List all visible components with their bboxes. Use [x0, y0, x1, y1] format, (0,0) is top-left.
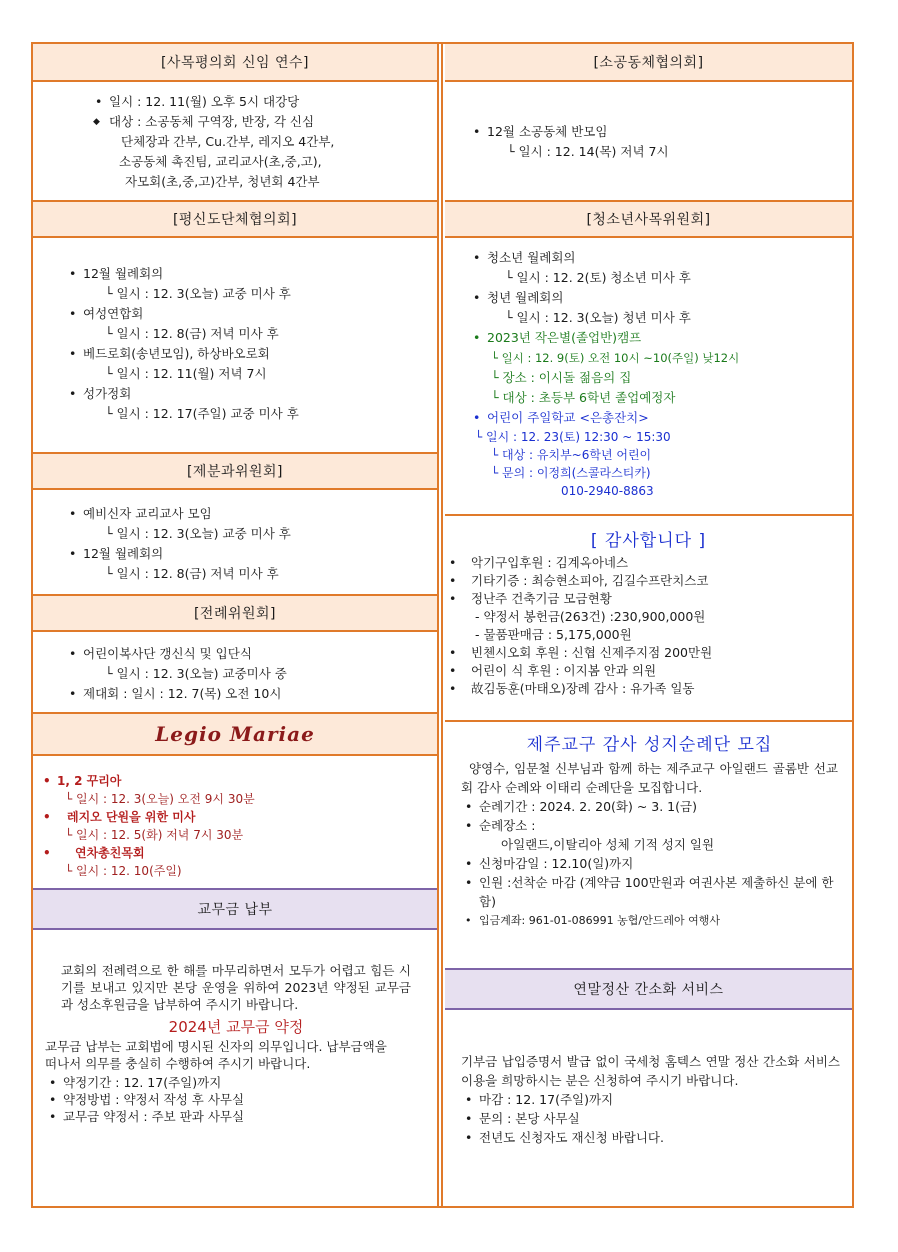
list-item: └ 일시 : 12. 11(월) 저녁 7시: [105, 366, 267, 381]
section-header-liturgy: [전례위원회]: [33, 594, 437, 632]
list-item: └ 문의 : 이정희(스콜라스티카): [491, 466, 651, 480]
list-item: 자모회(초,중,고)간부, 청년회 4간부: [125, 174, 320, 189]
list-item: └ 대상 : 초등부 6학년 졸업예정자: [491, 390, 676, 405]
list-item: • 인원 :선착순 마감 (계약금 100만원과 여권사본 제출하신 분에 한함): [461, 873, 838, 911]
section-header-lay-council: [평신도단체협의회]: [33, 200, 437, 238]
list-item: └ 일시 : 12. 3(오늘) 청년 미사 후: [505, 310, 691, 325]
list-item: • 순례기간 : 2024. 2. 20(화) ~ 3. 1(금): [461, 797, 838, 816]
list-item: • 교무금 약정서 : 주보 판과 사무실: [45, 1108, 427, 1125]
section-header-small-community: [소공동체협의회]: [445, 44, 852, 82]
section-body-legio: [33, 756, 437, 888]
list-item: 아일랜드,이탈리아 성체 기적 성지 일원: [501, 837, 715, 852]
list-item: └ 일시 : 12. 8(금) 저녁 미사 후: [105, 326, 279, 341]
list-item: • 마감 : 12. 17(주일)까지: [461, 1090, 840, 1109]
list-item: • 12월 소공동체 반모임: [469, 122, 852, 142]
list-item: • 어린이 식 후원 : 이지봄 안과 의원: [445, 662, 852, 680]
section-body-tax: [445, 1010, 852, 1206]
list-item: • 문의 : 본당 사무실: [461, 1109, 840, 1128]
section-header-legio-mariae: [33, 712, 437, 756]
tax-paragraph: 기부금 납입증명서 발급 없이 국세청 홈텍스 연말 정산 간소화 서비스 이용을 희망하시는 분은 신청하여 주시기 바랍니다.: [461, 1054, 840, 1088]
list-item: └ 일시 : 12. 14(목) 저녁 7시: [507, 144, 669, 159]
list-item: • 어린이 주일학교 <은총잔치>: [469, 408, 852, 428]
column-divider: [437, 44, 443, 1206]
section-body-youth: [445, 240, 852, 514]
list-item: • 약정기간 : 12. 17(주일)까지: [45, 1074, 427, 1091]
list-item: - 물품판매금 : 5,175,000원: [475, 627, 632, 642]
pilgrimage-paragraph: 양영수, 임문철 신부님과 함께 하는 제주교구 아일랜드 골롬반 선교회 감사 순례와 이태리 순례단을 모집합니다.: [461, 761, 838, 795]
list-item: • 故김동훈(마태오)장례 감사 : 유가족 일동: [445, 680, 852, 698]
list-item: • 약정방법 : 약정서 작성 후 사무실: [45, 1091, 427, 1108]
thanks-title: [ 감사합니다 ]: [590, 531, 707, 551]
list-item: └ 일시 : 12. 23(토) 12:30 ~ 15:30: [475, 430, 671, 444]
dues-paragraph-2: 교무금 납부는 교회법에 명시된 신자의 의무입니다. 납부금액을 떠나서 의무를 충실히 수행하여 주시기 바랍니다.: [45, 1039, 387, 1071]
section-header-tax: 연말정산 간소화 서비스: [445, 968, 852, 1010]
section-body-pilgrimage: [445, 720, 852, 968]
section-body-lay-council: [33, 240, 437, 450]
list-item: • 베드로회(송년모임), 하상바오로회: [65, 344, 437, 364]
list-item: └ 장소 : 이시돌 젊음의 집: [491, 370, 632, 385]
list-item: └ 일시 : 12. 2(토) 청소년 미사 후: [505, 270, 691, 285]
list-item: └ 일시 : 12. 3(오늘) 교중 미사 후: [105, 286, 291, 301]
bulletin-frame: [31, 42, 854, 1208]
list-item: • 연차총친목회: [39, 844, 437, 862]
list-item: └ 일시 : 12. 3(오늘) 교중미사 중: [105, 666, 287, 681]
section-header-dues: 교무금 납부: [33, 888, 437, 930]
list-item: • 1, 2 꾸리아: [39, 772, 437, 790]
list-item: • 12월 월례회의: [65, 544, 437, 564]
list-item: • 2023년 작은별(졸업반)캠프: [469, 328, 852, 348]
list-item: • 여성연합회: [65, 304, 437, 324]
list-item: • 제대회 : 일시 : 12. 7(목) 오전 10시: [65, 684, 437, 704]
section-body-committees: [33, 492, 437, 592]
list-item: └ 일시 : 12. 9(토) 오전 10시 ~10(주일) 낮12시: [491, 351, 740, 365]
section-body-pastoral-council: [33, 82, 437, 200]
list-item: └ 일시 : 12. 3(오늘) 교중 미사 후: [105, 526, 291, 541]
list-item: └ 일시 : 12. 3(오늘) 오전 9시 30분: [65, 792, 255, 806]
section-body-dues: [33, 930, 437, 1206]
list-item: └ 일시 : 12. 5(화) 저녁 7시 30분: [65, 828, 244, 842]
list-item: 소공동체 촉진팀, 교리교사(초,중,고),: [119, 154, 322, 169]
section-header-committees: [제분과위원회]: [33, 452, 437, 490]
dues-subtitle: 2024년 교무금 약정: [168, 1018, 304, 1036]
list-item: └ 일시 : 12. 8(금) 저녁 미사 후: [105, 566, 279, 581]
list-item: • 성가정회: [65, 384, 437, 404]
list-item: • 12월 월례회의: [65, 264, 437, 284]
dues-paragraph: 교회의 전례력으로 한 해를 마무리하면서 모두가 어렵고 힘든 시기를 보내고 있지만 본당 운영을 위하여 2023년 약정된 교무금과 성소후원금을 납부하여 주시기 바랍니다.: [61, 963, 411, 1012]
section-header-pastoral-council: [사목평의회 신임 연수]: [33, 44, 437, 82]
list-item: • 정난주 건축기금 모금현황: [445, 590, 852, 608]
list-item: • 어린이복사단 갱신식 및 입단식: [65, 644, 437, 664]
section-body-thanks: [445, 514, 852, 720]
list-item: • 신청마감일 : 12.10(일)까지: [461, 854, 838, 873]
pilgrimage-title: 제주교구 감사 성지순례단 모집: [526, 735, 773, 755]
list-item: • 입금계좌: 961-01-086991 농협/안드레아 여행사: [461, 911, 838, 930]
section-body-small-community: [445, 82, 852, 200]
section-header-youth: [청소년사목위원회]: [445, 200, 852, 238]
list-item: 단체장과 간부, Cu.간부, 레지오 4간부,: [121, 134, 335, 149]
section-body-liturgy: [33, 634, 437, 712]
list-item: └ 일시 : 12. 17(주일) 교중 미사 후: [105, 406, 299, 421]
list-item: - 약정서 봉헌금(263건) :230,900,000원: [475, 609, 706, 624]
list-item: └ 대상 : 유치부~6학년 어린이: [491, 448, 652, 462]
list-item: • 일시 : 12. 11(월) 오후 5시 대강당: [91, 92, 437, 112]
list-item: • 기타기증 : 최승현소피아, 김길수프란치스코: [445, 572, 852, 590]
list-item: • 빈첸시오회 후원 : 신협 신제주지점 200만원: [445, 644, 852, 662]
legio-mariae-logo-text: Legio Mariae: [155, 722, 315, 746]
list-item: • 예비신자 교리교사 모임: [65, 504, 437, 524]
list-item: • 전년도 신청자도 재신청 바랍니다.: [461, 1128, 840, 1147]
list-item: • 레지오 단원을 위한 미사: [39, 808, 437, 826]
list-item: • 청소년 월례회의: [469, 248, 852, 268]
list-item: ◆ 대상 : 소공동체 구역장, 반장, 각 신심: [91, 112, 437, 132]
list-item: 010-2940-8863: [561, 484, 654, 498]
list-item: • 순례장소 :: [461, 816, 838, 835]
list-item: • 악기구입후원 : 김계옥아네스: [445, 554, 852, 572]
list-item: └ 일시 : 12. 10(주일): [65, 864, 182, 878]
list-item: • 청년 월례회의: [469, 288, 852, 308]
